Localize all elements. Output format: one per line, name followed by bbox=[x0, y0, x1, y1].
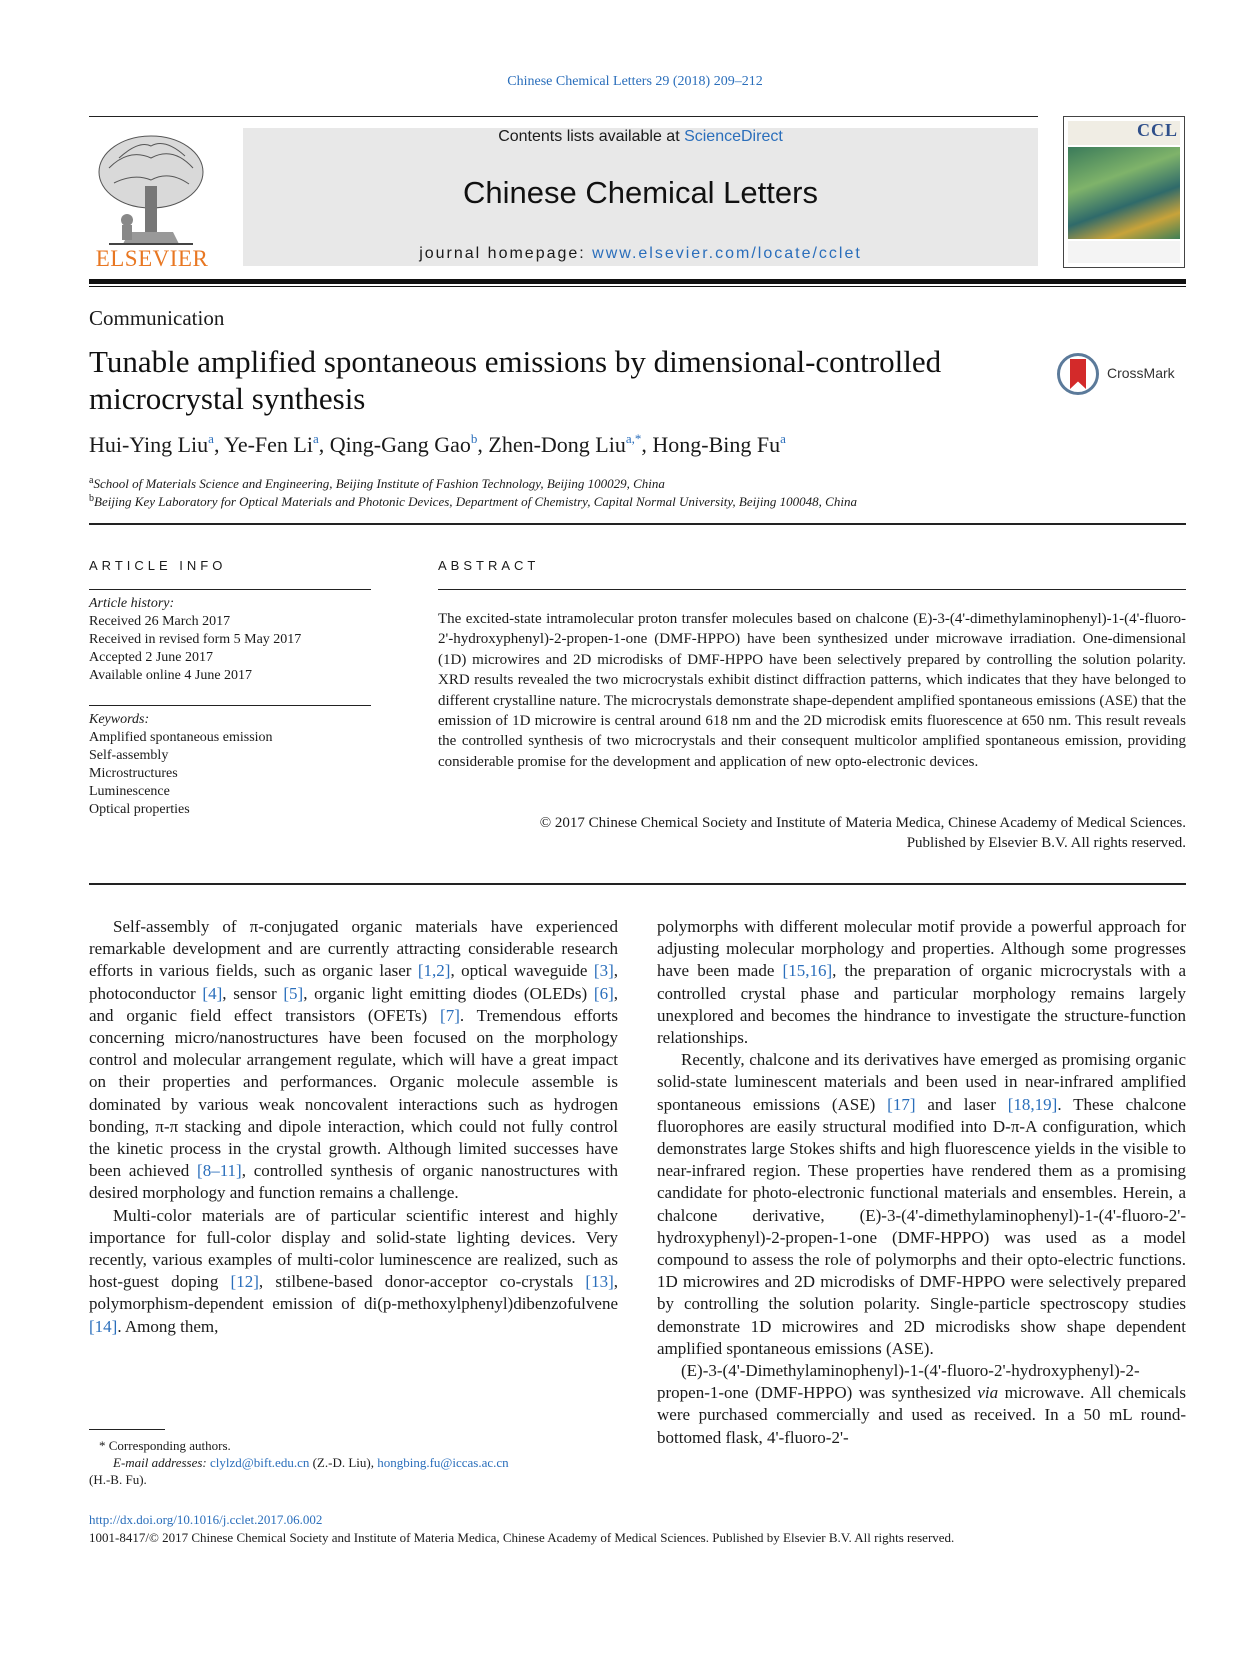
body-text: , controlled synthesis of organic nanostructures with desired morphology and function remains a challenge. bbox=[89, 1161, 619, 1203]
article-title: Tunable amplified spontaneous emissions by dimensional-controlled microcrystal synthesis bbox=[89, 344, 942, 416]
cover-artwork bbox=[1068, 147, 1180, 239]
affiliation-a bbox=[89, 476, 665, 492]
citation-link[interactable]: [6] bbox=[593, 983, 614, 1003]
body-text: , sensor bbox=[222, 983, 284, 1003]
affiliation-a-marker: a bbox=[89, 475, 94, 486]
affiliation-b-text: Beijing Key Laboratory for Optical Materials and Photonic Devices, Department of Chemistry, Capital Normal University, Beijing 100048, China bbox=[94, 494, 857, 509]
article-history bbox=[89, 595, 301, 685]
header-thin-rule bbox=[89, 286, 1186, 287]
body-text: microwave. All chemicals were purchased commercially and used as received. In a 50 mL round-bottomed flask, 4'-fluoro-2'- bbox=[657, 1383, 1186, 1447]
keyword-item: Self-assembly bbox=[89, 748, 169, 763]
article-type: Communication bbox=[89, 306, 225, 330]
body-text: (E)-3-(4'-Dimethylaminophenyl)-1-(4'-fluoro-2'-hydroxyphenyl)-2-propen-1-one (DMF-HPPO) was synthesized bbox=[657, 1361, 1140, 1403]
body-text: and laser bbox=[915, 1094, 1008, 1114]
email-label: E-mail addresses: bbox=[113, 1455, 211, 1470]
affiliation-rule bbox=[89, 523, 1186, 525]
abstract-publisher: Published by Elsevier B.V. All rights reserved. bbox=[906, 835, 1186, 851]
keywords bbox=[89, 711, 273, 819]
citation-link[interactable]: [13] bbox=[585, 1272, 614, 1292]
abstract-rule bbox=[438, 589, 1186, 590]
affiliation-b-marker: b bbox=[89, 493, 94, 504]
body-paragraph bbox=[657, 1049, 1186, 1360]
body-text: . These chalcone fluorophores are easily structural modified into D-π-A configuration, which demonstrates large Stokes shifts and high fluorescence yields in the visible to near-infrared region. These properties have rendered them as a promising candidate for photo-electronic functional materials and ensembles. Herein, a chalcone derivative, (E)-3-(4'-dimethylaminophenyl)-1-(4'-fluoro-2'-hydroxyphenyl)-2-propen-1-one (DMF-HPPO) was used as a model compound to assess the role of polymorphs and their opto-electric functions. 1D microwires and 2D microdisks of DMF-HPPO were selectively prepared by controlling the solution polarity. Single-particle spectroscopy studies demonstrate 1D microwires and 2D microdisks show shape dependent amplified spontaneous emissions (ASE). bbox=[657, 1094, 1186, 1358]
elsevier-wordmark: ELSEVIER bbox=[95, 246, 209, 271]
affiliation-b bbox=[89, 494, 857, 510]
author-list: Hui-Ying Liu$^a$, Ye-Fen Li$^a$, Qing-Gang Gao$^b$, Zhen-Dong Liu$^{a,*}$, Hong-Bing Fu$^a$ bbox=[89, 431, 786, 457]
body-text: . Among them, bbox=[117, 1316, 219, 1336]
affiliation-a-text: School of Materials Science and Engineering, Beijing Institute of Fashion Technology, Beijing 100029, China bbox=[93, 476, 665, 491]
journal-cover-image bbox=[1063, 116, 1185, 268]
history-label: Article history: bbox=[89, 596, 175, 611]
author-name: Ye-Fen Li bbox=[224, 432, 313, 457]
history-accepted: Accepted 2 June 2017 bbox=[89, 650, 214, 665]
footnote-corresponding-text: Corresponding authors. bbox=[108, 1438, 231, 1453]
body-paragraph bbox=[657, 1360, 1186, 1449]
affiliation-marker[interactable]: a bbox=[208, 431, 214, 446]
body-left-column bbox=[89, 916, 618, 1338]
citation-link[interactable]: [18,19] bbox=[1007, 1094, 1058, 1114]
citation-link[interactable]: [3] bbox=[593, 961, 614, 981]
affiliation-marker[interactable]: a bbox=[780, 431, 786, 446]
sciencedirect-link[interactable]: ScienceDirect bbox=[684, 128, 783, 145]
top-rule bbox=[89, 116, 1038, 117]
journal-name: Chinese Chemical Letters bbox=[463, 175, 818, 210]
footnote-emails bbox=[89, 1454, 649, 1471]
affiliation-marker[interactable]: a bbox=[312, 431, 319, 446]
doi-link[interactable]: http://dx.doi.org/10.1016/j.cclet.2017.06.002 bbox=[89, 1512, 323, 1527]
header-thick-rule bbox=[89, 279, 1186, 284]
body-text: , the preparation of organic microcrystals with a controlled crystal phase and particular morphology remains largely unexplored and becomes the hindrance to investigate the structure-function relationships. bbox=[657, 961, 1186, 1048]
body-text: , stilbene-based donor-acceptor co-crystals bbox=[258, 1272, 586, 1292]
body-text: , optical waveguide bbox=[450, 961, 594, 981]
body-text: polymorphs with different molecular motif provide a powerful approach for adjusting molecular morphology and properties. Although some progresses have been made bbox=[657, 917, 1186, 981]
article-info-heading: ARTICLE INFO bbox=[89, 558, 227, 573]
body-paragraph bbox=[89, 916, 618, 1205]
cover-ccl-label: CCL bbox=[1136, 120, 1178, 140]
body-text: , organic light emitting diodes (OLEDs) bbox=[303, 983, 594, 1003]
affiliation-marker[interactable]: a,* bbox=[625, 431, 642, 446]
body-text-italic: via bbox=[977, 1383, 999, 1403]
issn-copyright: 1001-8417/© 2017 Chinese Chemical Society and Institute of Materia Medica, Chinese Academy of Medical Sciences. Published by Elsevier B.V. All rights reserved. bbox=[89, 1530, 955, 1545]
homepage-prefix: journal homepage: bbox=[419, 245, 593, 262]
author-name: Hui-Ying Liu bbox=[89, 432, 209, 457]
contents-prefix: Contents lists available at bbox=[498, 128, 685, 145]
footnote-marker: * bbox=[99, 1438, 106, 1453]
homepage-link[interactable]: www.elsevier.com/locate/cclet bbox=[592, 245, 862, 262]
abstract-bottom-rule bbox=[89, 883, 1186, 885]
keyword-item: Optical properties bbox=[89, 802, 190, 817]
body-paragraph bbox=[657, 916, 1186, 1049]
article-info-rule bbox=[89, 589, 371, 590]
running-head[interactable]: Chinese Chemical Letters 29 (2018) 209–212 bbox=[507, 74, 763, 89]
keyword-item: Luminescence bbox=[89, 784, 170, 799]
email-link[interactable]: hongbing.fu@iccas.ac.cn bbox=[377, 1455, 509, 1470]
body-text: Self-assembly of π-conjugated organic materials have experienced remarkable development and are currently attracting considerable research efforts in various fields, such as organic laser bbox=[89, 917, 618, 981]
keywords-label: Keywords: bbox=[89, 712, 150, 727]
author-name: Zhen-Dong Liu bbox=[488, 432, 626, 457]
footnote-rule bbox=[89, 1429, 165, 1430]
citation-link[interactable]: [14] bbox=[89, 1316, 118, 1336]
citation-link[interactable]: [1,2] bbox=[417, 961, 451, 981]
crossmark-button[interactable] bbox=[1057, 353, 1187, 399]
keyword-item: Microstructures bbox=[89, 766, 178, 781]
citation-link[interactable]: [17] bbox=[887, 1094, 916, 1114]
contents-availability bbox=[243, 128, 1038, 146]
author-name: Qing-Gang Gao bbox=[329, 432, 471, 457]
history-revised: Received in revised form 5 May 2017 bbox=[89, 632, 302, 647]
citation-link[interactable]: [7] bbox=[440, 1005, 460, 1025]
body-text: , polymorphism-dependent emission of di(p-methoxylphenyl)dibenzofulvene bbox=[89, 1272, 618, 1314]
body-text: Multi-color materials are of particular scientific interest and highly importance for full-color display and solid-state lighting devices. Very recently, various examples of multi-color luminescence are realized, such as host-guest doping bbox=[89, 1205, 618, 1292]
body-right-column bbox=[657, 916, 1186, 1449]
email-owner: (Z.-D. Liu), bbox=[309, 1455, 378, 1470]
citation-link[interactable]: [15,16] bbox=[782, 961, 833, 981]
email-link[interactable]: clylzd@bift.edu.cn bbox=[210, 1455, 310, 1470]
footnote bbox=[89, 1437, 649, 1488]
citation-link[interactable]: [4] bbox=[202, 983, 223, 1003]
journal-homepage bbox=[243, 245, 1038, 263]
email-owner: (H.-B. Fu). bbox=[89, 1472, 147, 1487]
abstract-text: The excited-state intramolecular proton transfer molecules based on chalcone (E)-3-(4'-dimethylaminophenyl)-1-(4'-fluoro-2'-hydroxyphenyl)-2-propen-1-one (DMF-HPPO) have been synthesized under microwave irradiation. One-dimensional (1D) microwires and 2D microdisks of DMF-HPPO have been selectively prepared by controlling the solution polarity. XRD results revealed the two microcrystals exhibit distinct diffraction patterns, which indicates that they have belonged to different crystalline nature. The microcrystals demonstrate shape-dependent amplified spontaneous emissions (ASE) that the emission of 1D microwire is central around 618 nm and the 2D microdisk emits fluorescence at 650 nm. This result reveals the controlled synthesis of two microcrystals and their consequent multicolor amplified spontaneous emission, providing considerable promise for the development and application of new opto-electronic devices. bbox=[438, 611, 1186, 770]
abstract-heading: ABSTRACT bbox=[438, 558, 540, 573]
body-text: , photoconductor bbox=[89, 961, 618, 1003]
body-text: . Tremendous efforts concerning micro/nanostructures have been focused on the morphology control and molecular arrangement regulate, which will have a great impact on their properties and performances. Organic molecule assemble is dominated by various weak noncovalent interactions such as hydrogen bonding, π-π stacking and dipole interaction, which could not fully control the kinetic process in the crystal growth. Although limited successes have been achieved bbox=[89, 1005, 618, 1181]
citation-link[interactable]: [12] bbox=[230, 1272, 259, 1292]
abstract-copyright: © 2017 Chinese Chemical Society and Institute of Materia Medica, Chinese Academy of Medical Sciences. bbox=[539, 815, 1186, 831]
cover-footer bbox=[1068, 241, 1180, 263]
author-name: Hong-Bing Fu bbox=[652, 432, 781, 457]
footnote-corresponding bbox=[89, 1437, 649, 1454]
keywords-rule bbox=[89, 705, 371, 706]
body-paragraph bbox=[89, 1205, 618, 1338]
affiliation-marker[interactable]: b bbox=[470, 431, 478, 446]
keyword-item: Amplified spontaneous emission bbox=[89, 730, 273, 745]
body-text: , and organic field effect transistors (OFETs) bbox=[89, 983, 618, 1025]
history-online: Available online 4 June 2017 bbox=[89, 668, 253, 683]
citation-link[interactable]: [5] bbox=[283, 983, 304, 1003]
body-text: Recently, chalcone and its derivatives have emerged as promising organic solid-state luminescent materials and been used in near-infrared amplified spontaneous emissions (ASE) bbox=[657, 1050, 1186, 1114]
crossmark-label: CrossMark bbox=[1107, 365, 1175, 381]
history-received: Received 26 March 2017 bbox=[89, 614, 231, 629]
citation-link[interactable]: [8–11] bbox=[197, 1161, 242, 1181]
